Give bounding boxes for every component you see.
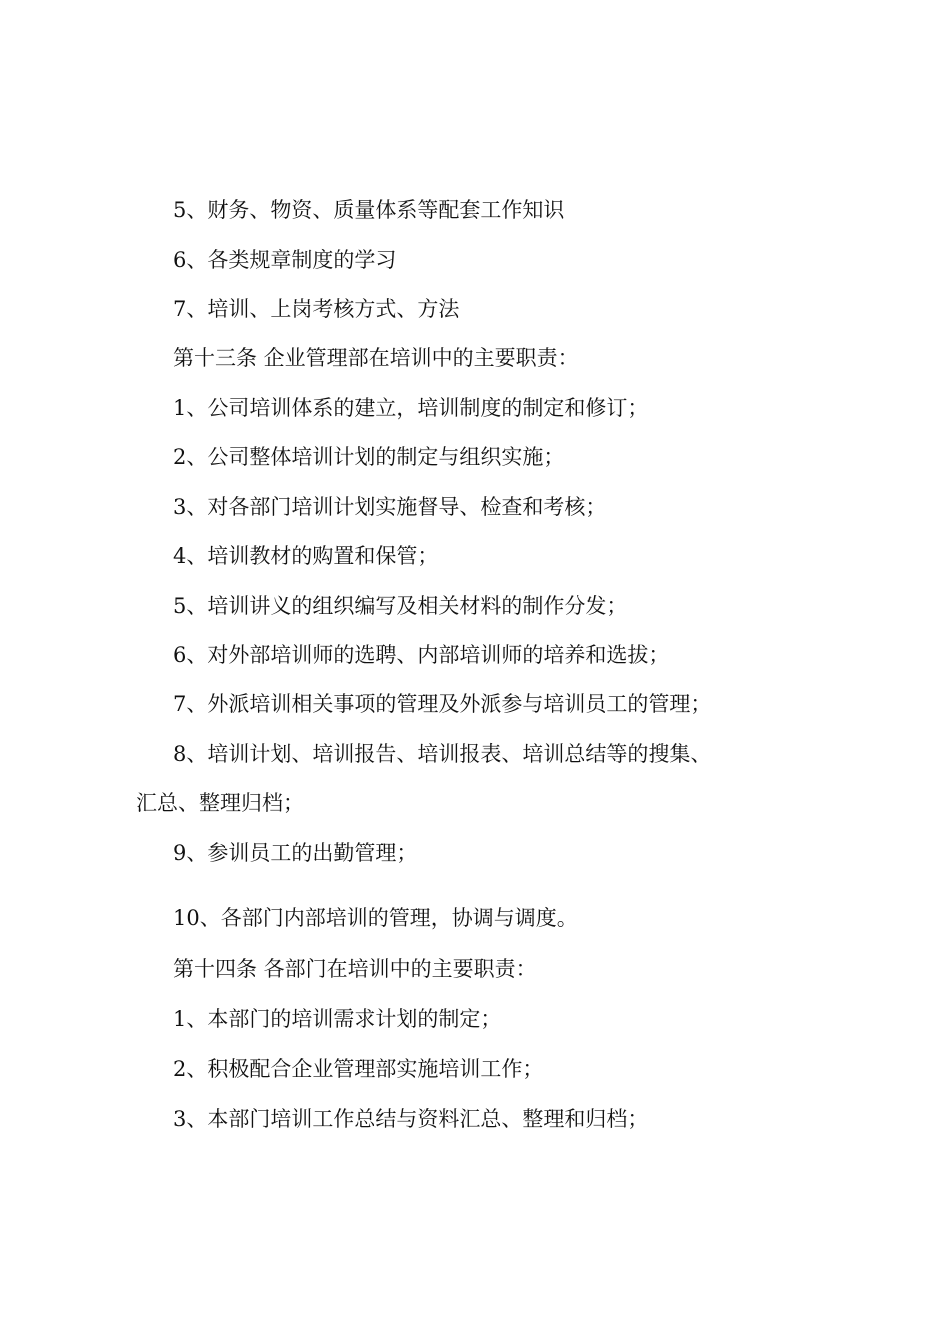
list-item: 7、培训、上岗考核方式、方法 [173,297,460,321]
list-item: 3、对各部门培训计划实施督导、检查和考核； [173,495,607,519]
list-item: 1、公司培训体系的建立，培训制度的制定和修订； [173,396,649,420]
list-item: 2、积极配合企业管理部实施培训工作； [173,1057,544,1081]
list-item: 6、各类规章制度的学习 [173,248,397,272]
article-heading: 第十四条 各部门在培训中的主要职责： [173,957,537,981]
article-heading: 第十三条 企业管理部在培训中的主要职责： [173,346,579,370]
list-item: 3、本部门培训工作总结与资料汇总、整理和归档； [173,1107,649,1131]
list-item: 5、培训讲义的组织编写及相关材料的制作分发； [173,594,628,618]
list-item: 6、对外部培训师的选聘、内部培训师的培养和选拔； [173,643,670,667]
list-item: 7、外派培训相关事项的管理及外派参与培训员工的管理； [173,692,712,716]
list-item: 8、培训计划、培训报告、培训报表、培训总结等的搜集、 [173,742,712,766]
list-item-continuation: 汇总、整理归档； [136,791,304,815]
list-item: 1、本部门的培训需求计划的制定； [173,1007,502,1031]
list-item: 10、各部门内部培训的管理，协调与调度。 [173,906,578,930]
list-item: 9、参训员工的出勤管理； [173,841,418,865]
list-item: 5、财务、物资、质量体系等配套工作知识 [173,198,565,222]
list-item: 2、公司整体培训计划的制定与组织实施； [173,445,565,469]
list-item: 4、培训教材的购置和保管； [173,544,439,568]
